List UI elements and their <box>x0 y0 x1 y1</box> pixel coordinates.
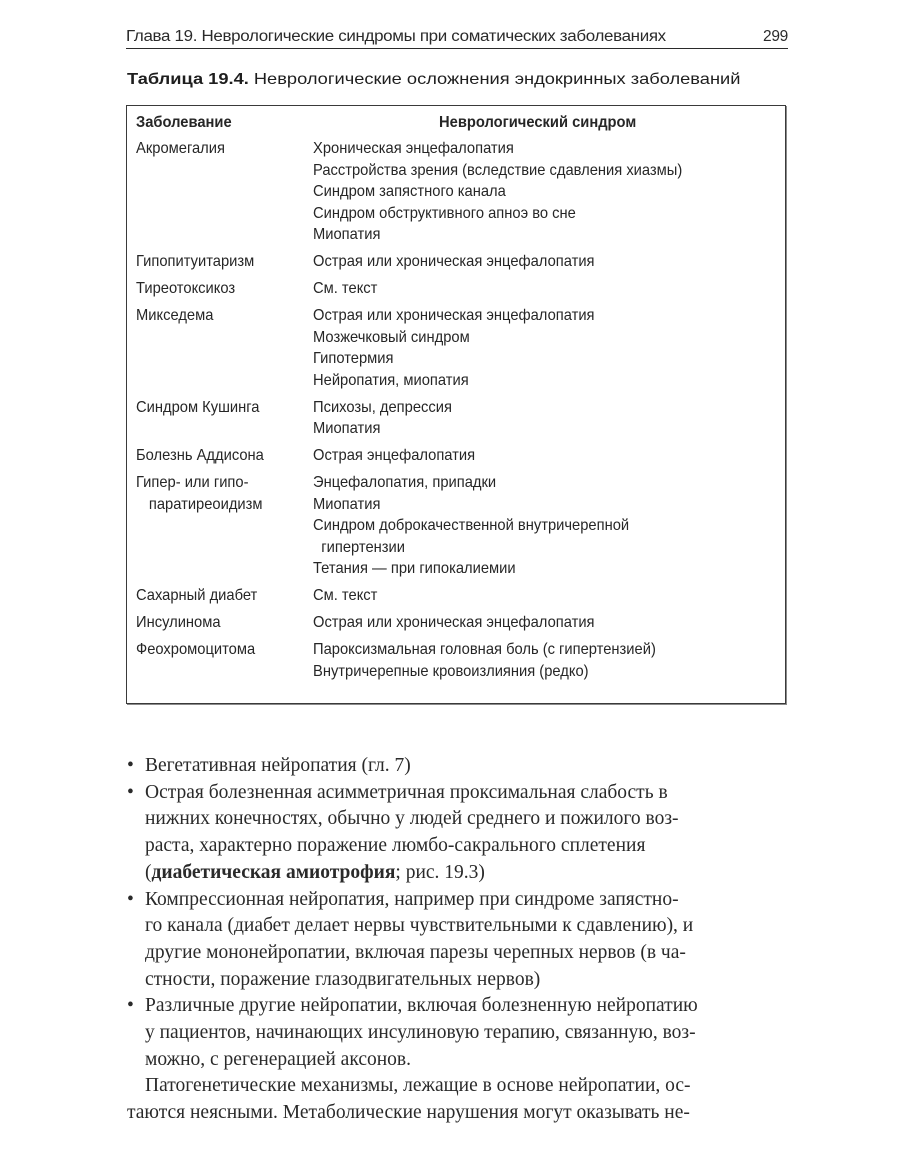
paren-open: ( <box>145 861 152 883</box>
table-row <box>127 445 785 467</box>
disease-cell <box>136 472 316 515</box>
table-row <box>127 305 785 391</box>
disease-cell <box>136 445 316 467</box>
syndrome-cell <box>313 585 785 607</box>
syndrome-item: Пароксизмальная головная боль (с гипертензией) <box>313 641 656 658</box>
disease-cell <box>136 639 316 661</box>
disease-cell <box>136 251 316 273</box>
syndrome-item: Миопатия <box>313 420 381 437</box>
syndrome-item: Расстройства зрения (вследствие сдавления хиазмы) <box>313 161 683 179</box>
disease-name: Болезнь Аддисона <box>136 447 264 464</box>
disease-cell <box>136 278 316 300</box>
syndrome-cell <box>313 612 785 634</box>
disease-cell <box>136 585 316 607</box>
syndrome-item: Нейропатия, миопатия <box>313 371 469 389</box>
syndrome-item: Миопатия <box>313 495 381 513</box>
disease-name: Феохромоцитома <box>136 641 256 658</box>
table-caption <box>127 71 740 89</box>
table-body <box>127 138 785 688</box>
syndrome-item: Энцефалопатия, припадки <box>313 474 497 491</box>
syndrome-item: Острая или хроническая энцефалопатия <box>313 253 595 270</box>
text-line: у пациентов, начинающих инсулиновую терапию, связанную, воз- <box>145 1022 696 1044</box>
syndrome-cell <box>313 305 785 391</box>
disease-name: Синдром Кушинга <box>136 398 260 416</box>
text-line: другие мононейропатии, включая парезы черепных нервов (в ча- <box>145 941 686 963</box>
header-syndrome: Неврологический синдром <box>439 114 637 131</box>
syndrome-item: См. текст <box>313 280 378 297</box>
table-caption-label: Таблица 19.4. <box>127 71 249 88</box>
disease-name: Инсулинома <box>136 614 221 631</box>
text-line: Компрессионная нейропатия, например при синдроме запястно- <box>145 888 679 910</box>
disease-cell <box>136 305 316 327</box>
syndrome-item: Острая энцефалопатия <box>313 447 476 464</box>
syndrome-item: Гипотермия <box>313 350 394 367</box>
bold-term: диабетическая амиотрофия <box>151 861 396 883</box>
text-line: можно, с регенерацией аксонов. <box>145 1048 411 1070</box>
disease-name: Сахарный диабет <box>136 587 258 604</box>
syndrome-item: Острая или хроническая энцефалопатия <box>313 307 595 324</box>
bullet-item <box>127 753 787 780</box>
text-line: таются неясными. Метаболические нарушения могут оказывать не- <box>127 1102 690 1124</box>
figure-reference: ; рис. 19.3) <box>395 861 485 883</box>
text-line: Вегетативная нейропатия (гл. 7) <box>145 755 411 776</box>
text-line: го канала (диабет делает нервы чувствительными к сдавлению), и <box>145 915 694 937</box>
syndrome-item: Синдром доброкачественной внутричерепной <box>313 517 630 534</box>
syndrome-item: Синдром обструктивного апноэ во сне <box>313 204 576 222</box>
disease-cell <box>136 138 316 160</box>
syndrome-item: Тетания — при гипокалиемии <box>313 560 516 577</box>
endocrine-complications-table <box>126 105 786 704</box>
disease-name: Микседема <box>136 307 214 324</box>
text-line: стности, поражение глазодвигательных нервов) <box>145 968 541 990</box>
bullet-item <box>127 993 787 1073</box>
bullet-item <box>127 887 787 994</box>
syndrome-cell <box>313 445 785 467</box>
syndrome-item: Острая или хроническая энцефалопатия <box>313 614 595 631</box>
bullet-item <box>127 780 787 887</box>
disease-name: паратиреоидизм <box>148 495 263 513</box>
header-disease: Заболевание <box>136 114 232 131</box>
table-row <box>127 397 785 440</box>
table-row <box>127 612 785 634</box>
table-row <box>127 472 785 580</box>
syndrome-item: Психозы, депрессия <box>313 398 452 416</box>
text-line: Различные другие нейропатии, включая болезненную нейропатию <box>145 995 698 1017</box>
table-header-row <box>127 114 785 136</box>
syndrome-cell <box>313 138 785 246</box>
text-line: Патогенетические механизмы, лежащие в основе нейропатии, ос- <box>145 1075 691 1097</box>
text-line <box>145 860 787 887</box>
disease-cell <box>136 612 316 634</box>
chapter-title: Глава 19. Неврологические синдромы при соматических заболеваниях <box>126 28 666 45</box>
syndrome-item: гипертензии <box>321 538 405 556</box>
bullet-icon: • <box>127 781 134 803</box>
syndrome-cell <box>313 251 785 273</box>
bullet-icon: • <box>127 995 134 1017</box>
table-caption-text: Неврологические осложнения эндокринных заболеваний <box>248 71 741 88</box>
syndrome-item: Мозжечковый синдром <box>313 328 470 346</box>
text-line: Острая болезненная асимметричная проксимальная слабость в <box>145 781 668 803</box>
bullet-list <box>127 753 787 1073</box>
table-row <box>127 278 785 300</box>
table-row <box>127 639 785 682</box>
syndrome-item: Хроническая энцефалопатия <box>313 140 514 157</box>
bullet-icon: • <box>127 888 134 910</box>
disease-name: Акромегалия <box>136 140 225 157</box>
running-head <box>126 26 788 49</box>
disease-cell <box>136 397 316 419</box>
disease-name: Гипопитуитаризм <box>136 253 255 270</box>
table-row <box>127 138 785 246</box>
syndrome-cell <box>313 397 785 440</box>
syndrome-item: Миопатия <box>313 226 381 243</box>
paragraph <box>127 1073 787 1126</box>
syndrome-cell <box>313 639 785 682</box>
disease-name: Гипер- или гипо- <box>136 474 249 491</box>
syndrome-cell <box>313 278 785 300</box>
syndrome-item: Внутричерепные кровоизлияния (редко) <box>313 662 589 680</box>
body-text <box>127 753 787 1127</box>
text-line: раста, характерно поражение люмбо-сакрального сплетения <box>145 835 646 857</box>
text-line: нижних конечностях, обычно у людей среднего и пожилого воз- <box>145 808 679 830</box>
table-row <box>127 585 785 607</box>
bullet-icon: • <box>127 755 134 776</box>
syndrome-item: Синдром запястного канала <box>313 183 506 200</box>
syndrome-item: См. текст <box>313 587 378 604</box>
disease-name: Тиреотоксикоз <box>136 280 236 297</box>
table-row <box>127 251 785 273</box>
page-number: 299 <box>763 28 788 45</box>
syndrome-cell <box>313 472 785 580</box>
